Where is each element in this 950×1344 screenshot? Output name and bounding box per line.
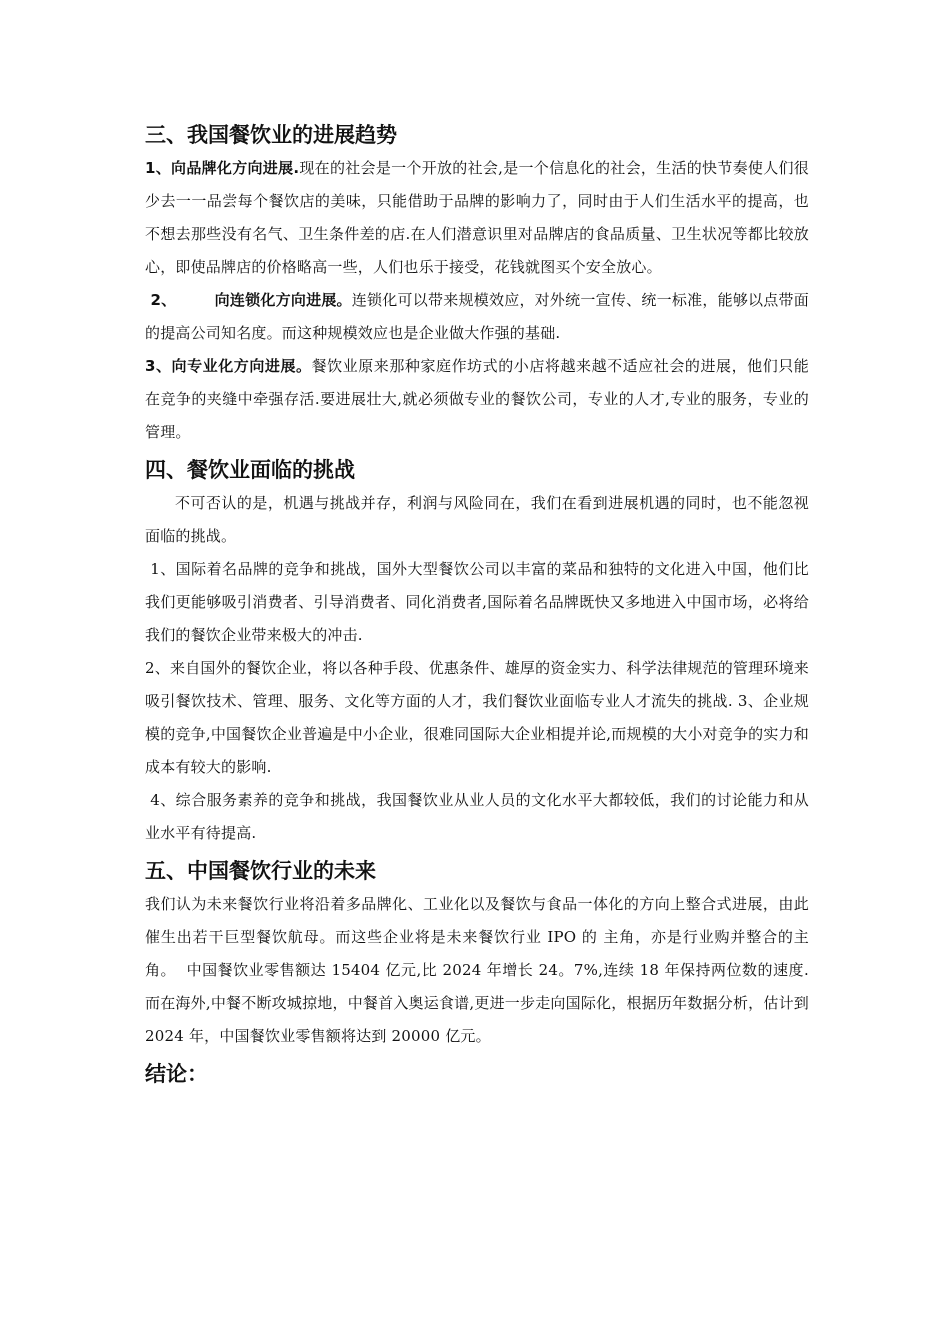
item-text: 连锁化可以带来规模效应，对外统一宣传、统一标准，能够以点带面的提高公司知名度。而这种规模效应也是企业做大作强的基础. xyxy=(145,291,809,342)
section-heading-conclusion: 结论： xyxy=(145,1061,208,1086)
item-lead: 3、向专业化方向进展。 xyxy=(145,357,312,375)
paragraph-challenge-1: 1、国际着名品牌的竞争和挑战，国外大型餐饮公司以丰富的菜品和独特的文化进入中国，他们比我们更能够吸引消费者、引导消费者、同化消费者,国际着名品牌既快又多地进入中国市场，必将给我们的餐饮企业带来极大的冲击. xyxy=(145,560,810,644)
section-heading-future: 五、中国餐饮行业的未来 xyxy=(145,858,376,883)
paragraph-specialization xyxy=(145,350,809,449)
paragraph-challenge-4: 4、综合服务素养的竞争和挑战，我国餐饮业从业人员的文化水平大都较低，我们的讨论能力和从业水平有待提高. xyxy=(145,791,810,842)
paragraph-future: 我们认为未来餐饮行业将沿着多品牌化、工业化以及餐饮与食品一体化的方向上整合式进展，由此催生出若干巨型餐饮航母。而这些企业将是未来餐饮行业 IPO 的 主角，亦是行业购并整合的主角。 中国餐饮业零售额达 15404 亿元,比 2024 年增长 24。7%,连续 18 年保持两位数的速度.而在海外,中餐不断攻城掠地，中餐首入奥运食谱,更进一步走向国际化，根据历年数据分析，估计到 2024 年，中国餐饮业零售额将达到 20000 亿元。 xyxy=(145,895,814,1045)
item-text: 现在的社会是一个开放的社会,是一个信息化的社会，生活的快节奏使人们很少去一一品尝每个餐饮店的美味，只能借助于品牌的影响力了，同时由于人们生活水平的提高，也不想去那些没有名气、卫生条件差的店.在人们潜意识里对品牌店的食品质量、卫生状况等都比较放心，即使品牌店的价格略高一些，人们也乐于接受，花钱就图买个安全放心。 xyxy=(145,159,809,276)
document-page xyxy=(145,118,814,1091)
paragraph-intro: 不可否认的是，机遇与挑战并存，利润与风险同在，我们在看到进展机遇的同时，也不能忽视面临的挑战。 xyxy=(145,494,809,545)
paragraph-challenge-2-3: 2、来自国外的餐饮企业，将以各种手段、优惠条件、雄厚的资金实力、科学法律规范的管理环境来吸引餐饮技术、管理、服务、文化等方面的人才，我们餐饮业面临专业人才流失的挑战. 3、企业规模的竞争,中国餐饮企业普遍是中小企业，很难同国际大企业相提并论,而规模的大小对竞争的实力和成本有较大的影响. xyxy=(145,659,809,776)
item-lead: 1、向品牌化方向进展. xyxy=(145,159,300,177)
paragraph-branding xyxy=(145,152,809,284)
item-text: 餐饮业原来那种家庭作坊式的小店将越来越不适应社会的进展，他们只能在竞争的夹缝中牵强存活.要进展壮大,就必须做专业的餐饮公司，专业的人才,专业的服务，专业的管理。 xyxy=(145,357,810,441)
section-heading-challenges: 四、餐饮业面临的挑战 xyxy=(145,457,355,482)
item-lead: 2、 向连锁化方向进展。 xyxy=(145,291,352,309)
section-heading-trends: 三、我国餐饮业的进展趋势 xyxy=(145,122,397,147)
paragraph-chain xyxy=(145,284,809,350)
